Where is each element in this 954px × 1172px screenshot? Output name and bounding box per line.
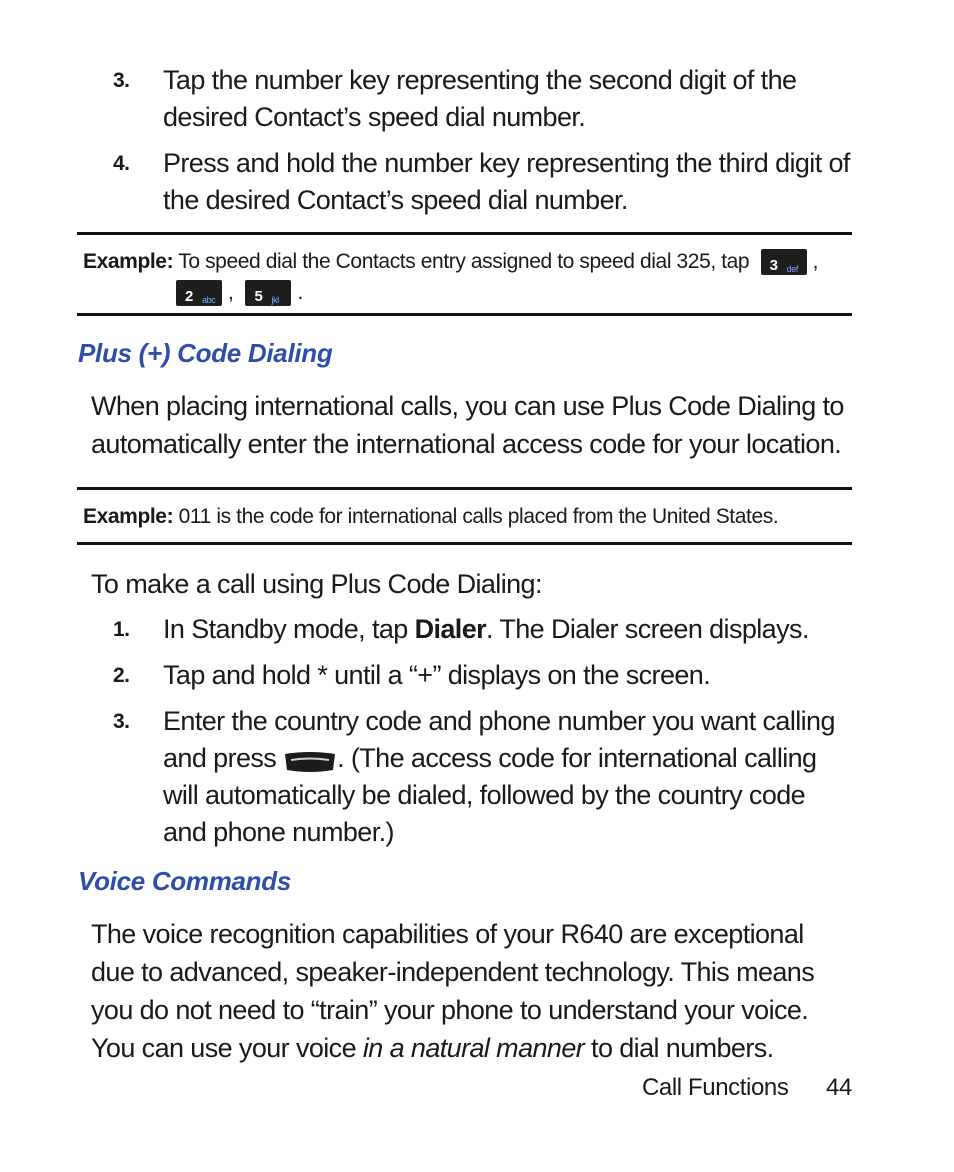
divider-top: [77, 487, 852, 490]
example-label: Example:: [83, 505, 174, 528]
plus-code-description: When placing international calls, you can use Plus Code Dialing to automatically enter the international access code for your location.: [91, 391, 844, 459]
step-number: 3.: [113, 710, 130, 733]
step-text: Press and hold the number key representing the third digit of the desired Contact’s speed dial number.: [163, 148, 850, 215]
divider-top: [77, 232, 852, 235]
step-number: 3.: [113, 69, 130, 92]
example-speed-dial-keys: 2 abc , 5 jkl .: [176, 278, 303, 308]
step-text: In Standby mode, tap Dialer. The Dialer screen displays.: [163, 614, 809, 644]
key-3-def-icon: 3 def: [761, 249, 807, 275]
plus-code-intro: To make a call using Plus Code Dialing:: [91, 569, 542, 599]
step-number: 2.: [113, 664, 130, 687]
step-text: Tap and hold * until a “+” displays on the screen.: [163, 660, 711, 690]
step-number: 4.: [113, 152, 130, 175]
footer-section-title: Call Functions: [642, 1074, 789, 1101]
footer-page-number: 44: [826, 1074, 852, 1101]
example-text: 011 is the code for international calls placed from the United States.: [178, 505, 779, 528]
voice-commands-description: The voice recognition capabilities of your R640 are exceptional due to advanced, speaker-independent technology. This means you do not need to “train” your phone to understand your voice. You can use your voice in a natural manner to dial numbers.: [91, 919, 815, 1063]
example-text: To speed dial the Contacts entry assigned to speed dial 325, tap: [178, 250, 750, 273]
section-heading-plus-code: Plus (+) Code Dialing: [78, 338, 333, 368]
divider-bottom: [77, 542, 852, 545]
dialer-term: Dialer: [414, 614, 487, 644]
step-text: Enter the country code and phone number you want calling and press . (The access code for international calling will automatically be dialed, followed by the country code and phone number.): [163, 706, 835, 847]
example-international-note: [83, 502, 778, 532]
example-label: Example:: [83, 250, 174, 273]
step-number: 1.: [113, 618, 130, 641]
divider-bottom: [77, 313, 852, 316]
key-2-abc-icon: 2 abc: [176, 280, 222, 306]
example-speed-dial-note: Example: To speed dial the Contacts entry assigned to speed dial 325, tap 3 def ,: [83, 250, 819, 275]
step-text: Tap the number key representing the second digit of the desired Contact’s speed dial number.: [163, 65, 797, 132]
send-key-icon: [283, 747, 337, 773]
key-5-jkl-icon: 5 jkl: [245, 280, 291, 306]
section-heading-voice-commands: Voice Commands: [78, 866, 292, 896]
